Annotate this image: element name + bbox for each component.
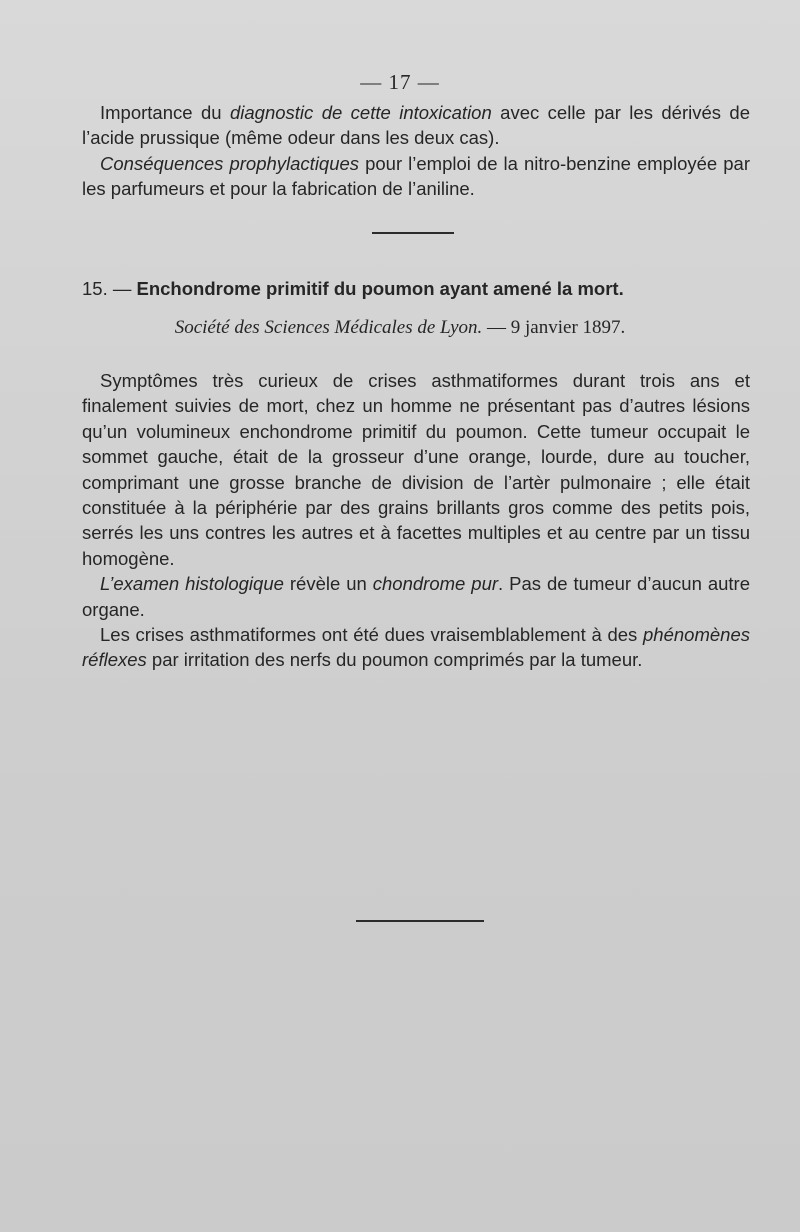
intro-p1-text-a: Importance du	[100, 102, 230, 123]
entry-p2-emphasis-a: L’examen histologique	[100, 573, 284, 595]
intro-p1-emphasis: diagnostic de cette intoxication	[229, 102, 492, 123]
entry-body-paragraph-3	[82, 622, 750, 673]
intro-paragraph-2	[82, 151, 750, 202]
intro-p2-emphasis: Conséquences prophylactiques	[100, 152, 360, 174]
entry-body-paragraph-1: Symptômes très curieux de crises asthmatiformes durant trois ans et finalement suivies de mort, chez un homme ne présentant pas d’autres lésions qu’un volumineux enchondrome primitif du poumon. Cette tumeur occupait le sommet gauche, était de la grosseur d’une orange, lourde, dure au toucher, comprimant une grosse branche de division de l’artèr pulmonaire ; elle était constituée à la périphérie par des grains brillants gros comme des petits pois, serrés les uns contres les autres et à facettes multiples et au centre par un tissu homogène.	[82, 370, 750, 569]
entry-p2-text-d: . Pas de tumeur d’aucun autre organe.	[82, 573, 750, 620]
entry-society: Société des Sciences Médicales de Lyon.	[174, 317, 483, 338]
entry-p3-emphasis: phénomènes réflexes	[82, 624, 750, 671]
entry-body	[82, 368, 750, 673]
entry-p3-text-a: Les crises asthmatiformes ont été dues vraisemblablement à des	[100, 624, 644, 646]
entry-date: — 9 janvier 1897.	[482, 317, 626, 338]
intro-text	[82, 100, 750, 202]
entry-source	[0, 315, 800, 340]
entry-p2-text-b: révèle un	[283, 573, 373, 595]
entry-heading	[82, 276, 750, 301]
section-divider-top	[372, 232, 454, 234]
entry-body-paragraph-2	[82, 571, 750, 622]
intro-p1-text-c: avec celle par les dérivés de l’acide prussique (même odeur dans les deux cas).	[82, 102, 750, 149]
intro-paragraph-1	[82, 100, 750, 151]
entry-p2-emphasis-c: chondrome pur	[372, 573, 499, 595]
entry-dash: —	[107, 278, 137, 299]
entry-number: 15.	[82, 278, 108, 299]
entry-p3-text-c: par irritation des nerfs du poumon comprimés par la tumeur.	[146, 649, 643, 671]
page-number: — 17 —	[360, 70, 440, 94]
intro-p2-text-b: pour l’emploi de la nitro-benzine employée par les parfumeurs et pour la fabrication de l’aniline.	[82, 152, 750, 200]
section-divider-bottom	[356, 920, 484, 922]
entry-title: Enchondrome primitif du poumon ayant amené la mort.	[136, 278, 624, 299]
